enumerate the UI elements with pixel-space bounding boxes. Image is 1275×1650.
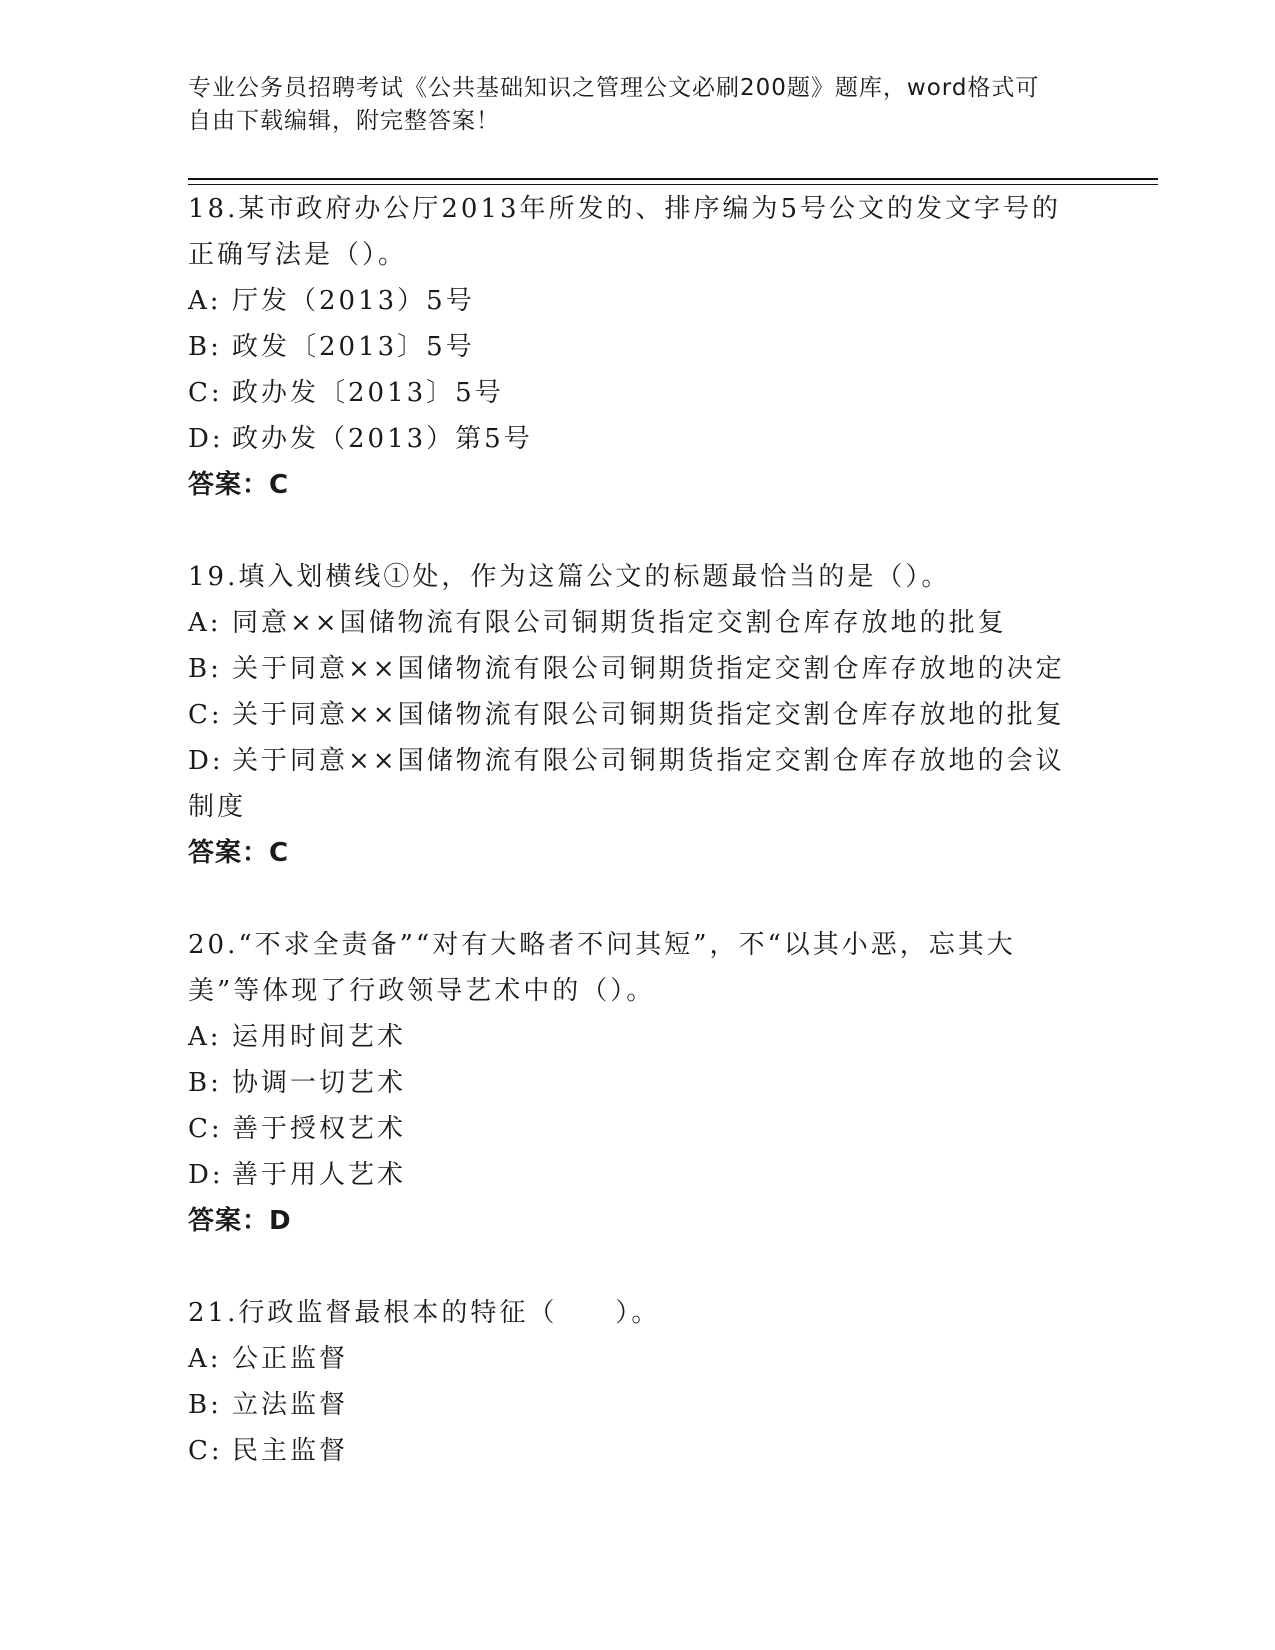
option-text: 运用时间艺术 xyxy=(232,1022,407,1052)
option-key: B: xyxy=(188,654,222,684)
option-key: A: xyxy=(188,1344,222,1374)
option-key: B: xyxy=(188,1390,222,1420)
option-c xyxy=(188,1106,1088,1152)
option-a xyxy=(188,600,1088,646)
option-a xyxy=(188,278,1088,324)
option-c xyxy=(188,1428,1088,1474)
option-key: B: xyxy=(188,332,222,362)
option-a xyxy=(188,1336,1088,1382)
option-key: D: xyxy=(188,424,224,454)
option-key: C: xyxy=(188,1436,223,1466)
option-d xyxy=(188,416,1088,462)
option-text: 协调一切艺术 xyxy=(232,1068,407,1098)
option-text: 厅发（2013）5号 xyxy=(232,286,475,316)
option-a xyxy=(188,1014,1088,1060)
header-line-2: 自由下载编辑，附完整答案！ xyxy=(188,108,500,134)
option-key: A: xyxy=(188,1022,222,1052)
option-d-continuation: 制度 xyxy=(188,792,247,822)
option-text: 政办发〔2013〕5号 xyxy=(232,378,504,408)
option-key: D: xyxy=(188,746,224,776)
option-text: 政发〔2013〕5号 xyxy=(232,332,475,362)
option-c xyxy=(188,370,1088,416)
option-key: C: xyxy=(188,700,223,730)
question-text-line: 18.某市政府办公厅2013年所发的、排序编为5号公文的发文字号的 xyxy=(188,194,1062,224)
option-text: 公正监督 xyxy=(232,1344,349,1374)
answer: 答案：C xyxy=(188,470,290,500)
question-text-line: 正确写法是（）。 xyxy=(188,240,408,270)
option-key: D: xyxy=(188,1160,224,1190)
option-text: 善于用人艺术 xyxy=(232,1160,407,1190)
question-list xyxy=(188,186,1088,1520)
option-text: 立法监督 xyxy=(232,1390,349,1420)
option-text: 同意××国储物流有限公司铜期货指定交割仓库存放地的批复 xyxy=(232,608,1007,638)
header-rule-thick xyxy=(188,178,1158,180)
question-text-line: 21.行政监督最根本的特征（ ）。 xyxy=(188,1298,661,1328)
option-b xyxy=(188,1060,1088,1106)
question-21 xyxy=(188,1290,1088,1474)
option-key: A: xyxy=(188,286,222,316)
option-b xyxy=(188,1382,1088,1428)
question-19 xyxy=(188,554,1088,876)
option-b xyxy=(188,646,1088,692)
option-d xyxy=(188,738,1088,784)
header-line-1: 专业公务员招聘考试《公共基础知识之管理公文必刷200题》题库，word格式可 xyxy=(188,75,1040,101)
option-key: A: xyxy=(188,608,222,638)
option-text: 政办发（2013）第5号 xyxy=(232,424,533,454)
option-text: 善于授权艺术 xyxy=(232,1114,407,1144)
option-b xyxy=(188,324,1088,370)
option-key: C: xyxy=(188,1114,223,1144)
option-text: 民主监督 xyxy=(232,1436,349,1466)
question-text-line: 20.“不求全责备”“对有大略者不问其短”，不“以其小恶，忘其大 xyxy=(188,930,1016,960)
question-text-line: 美”等体现了行政领导艺术中的（）。 xyxy=(188,976,656,1006)
option-key: B: xyxy=(188,1068,222,1098)
option-d xyxy=(188,1152,1088,1198)
answer: 答案：C xyxy=(188,838,290,868)
option-text: 关于同意××国储物流有限公司铜期货指定交割仓库存放地的决定 xyxy=(232,654,1065,684)
answer: 答案：D xyxy=(188,1206,292,1236)
question-text-line: 19.填入划横线①处，作为这篇公文的标题最恰当的是（）。 xyxy=(188,562,951,592)
option-c xyxy=(188,692,1088,738)
header-rule-thin xyxy=(188,184,1158,185)
option-text: 关于同意××国储物流有限公司铜期货指定交割仓库存放地的会议 xyxy=(232,746,1065,776)
question-20 xyxy=(188,922,1088,1244)
document-header xyxy=(188,72,1078,138)
option-text: 关于同意××国储物流有限公司铜期货指定交割仓库存放地的批复 xyxy=(232,700,1065,730)
question-18 xyxy=(188,186,1088,508)
option-key: C: xyxy=(188,378,223,408)
